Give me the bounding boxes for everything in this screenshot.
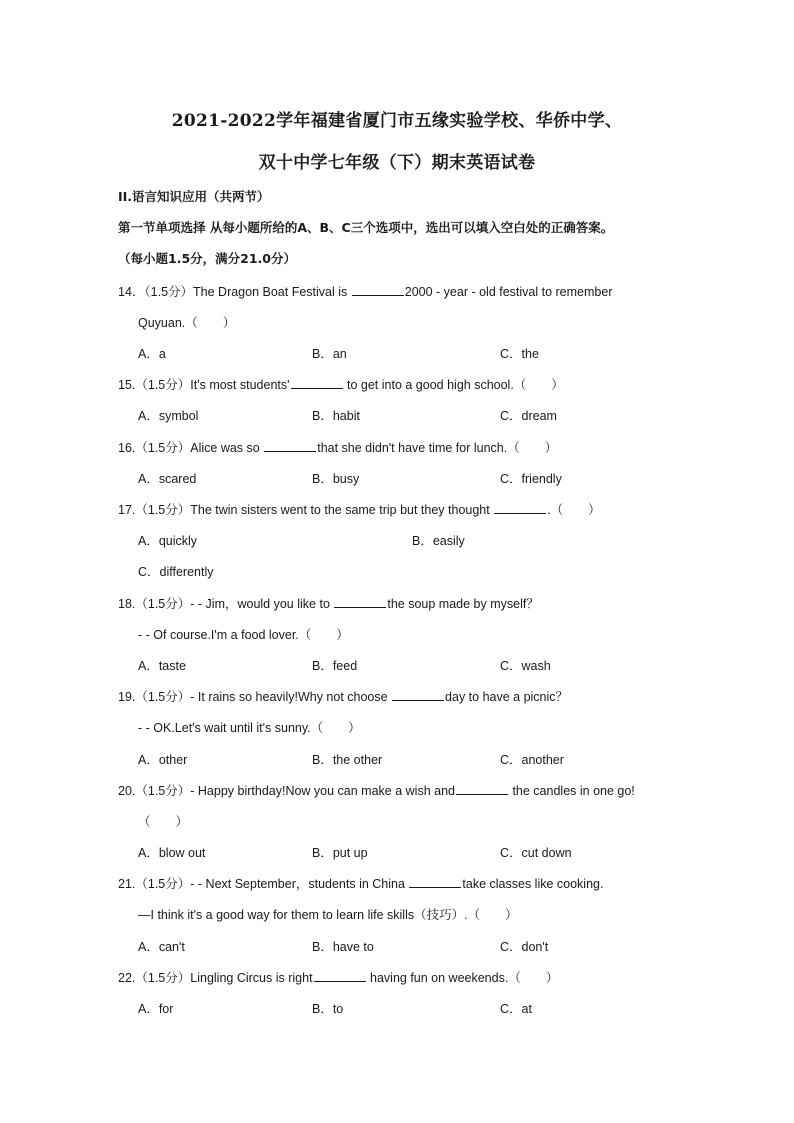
answer-blank [334,596,386,608]
question-text-start: - - Next September，students in China [190,877,409,891]
question-text-start: - - Jim，would you like to [190,597,334,611]
question-text-end: 2000 - year - old festival to remember [404,285,613,299]
question-number: 19.（1.5分） [118,690,191,704]
question-19-continued: - - OK.Let's wait until it's sunny.（ ） [138,721,361,735]
option-a: A．can't [138,940,185,954]
option-b: B．feed [312,659,358,673]
option-a: A．taste [138,659,186,673]
question-text-start: - It rains so heavily!Why not choose [190,690,392,704]
question-number: 22.（1.5分） [118,971,191,985]
question-text-start: - Happy birthday!Now you can make a wish and [190,784,455,798]
question-text-start: The twin sisters went to the same trip but they thought [190,503,494,517]
question-text-end: having fun on weekends.（ ） [366,971,559,985]
question-18-continued: - - Of course.I'm a food lover.（ ） [138,628,349,642]
exam-title-line2: 双十中学七年级（下）期末英语试卷 [258,153,536,173]
option-a: A．a [138,347,166,361]
question-text-end: day to have a picnic？ [445,690,569,704]
question-text-end: .（ ） [547,503,601,517]
option-a: A．for [138,1002,174,1016]
question-15 [118,375,564,393]
question-22 [118,968,558,986]
answer-blank [352,284,404,296]
answer-blank [409,876,461,888]
question-18 [118,594,539,612]
question-text-end: the candles in one go! [508,784,635,798]
option-b: B．to [312,1002,344,1016]
question-text-end: to get into a good high school.（ ） [343,378,564,392]
option-a: A．other [138,753,188,767]
option-c: C．cut down [500,846,572,860]
question-21 [118,874,603,892]
question-number: 18.（1.5分） [118,597,191,611]
option-b: B．the other [312,753,383,767]
question-21-continued: —I think it's a good way for them to learn life skills（技巧）.（ ） [138,908,518,922]
exam-title-line1: 2021-2022学年福建省厦门市五缘实验学校、华侨中学、 [171,111,623,131]
question-20-continued: （ ） [138,815,189,829]
option-b: B．easily [412,534,465,548]
question-14-continued: Quyuan.（ ） [138,316,236,330]
option-c: C．friendly [500,472,562,486]
question-14 [118,282,612,300]
section-scoring: （每小题1.5分，满分21.0分） [118,251,296,266]
answer-blank [264,440,316,452]
question-text-start: Lingling Circus is right [190,971,313,985]
option-a: A．scared [138,472,197,486]
answer-blank [392,689,444,701]
option-c: C．differently [138,565,214,579]
question-text-start: Alice was so [190,441,264,455]
option-c: C．the [500,347,539,361]
option-b: B．habit [312,409,360,423]
question-16 [118,438,557,456]
answer-blank [291,377,343,389]
option-c: C．don't [500,940,549,954]
option-c: C．another [500,753,564,767]
option-a: A．blow out [138,846,206,860]
question-17 [118,500,601,518]
question-number: 21.（1.5分） [118,877,191,891]
section-instruction: 第一节单项选择 从每小题所给的A、B、C三个选项中，选出可以填入空白处的正确答案。 [118,220,614,235]
option-a: A．quickly [138,534,198,548]
question-number: 20.（1.5分） [118,784,191,798]
question-text-end: the soup made by myself？ [387,597,539,611]
question-text-end: that she didn't have time for lunch.（ ） [317,441,558,455]
answer-blank [494,502,546,514]
section-heading: II.语言知识应用（共两节） [118,189,270,204]
option-c: C．wash [500,659,551,673]
question-number: 15.（1.5分） [118,378,191,392]
answer-blank [314,970,366,982]
question-number: 16.（1.5分） [118,441,191,455]
answer-blank [456,783,508,795]
question-text-end: take classes like cooking. [462,877,604,891]
question-20 [118,781,635,799]
option-b: B．put up [312,846,368,860]
question-number: 17.（1.5分） [118,503,191,517]
question-text-start: The Dragon Boat Festival is [193,285,351,299]
option-b: B．an [312,347,347,361]
option-c: C．dream [500,409,557,423]
question-19 [118,687,568,705]
option-c: C．at [500,1002,532,1016]
option-a: A．symbol [138,409,199,423]
question-number: 14．（1.5分） [118,285,194,299]
option-b: B．busy [312,472,360,486]
question-text-start: It's most students' [190,378,290,392]
option-b: B．have to [312,940,374,954]
